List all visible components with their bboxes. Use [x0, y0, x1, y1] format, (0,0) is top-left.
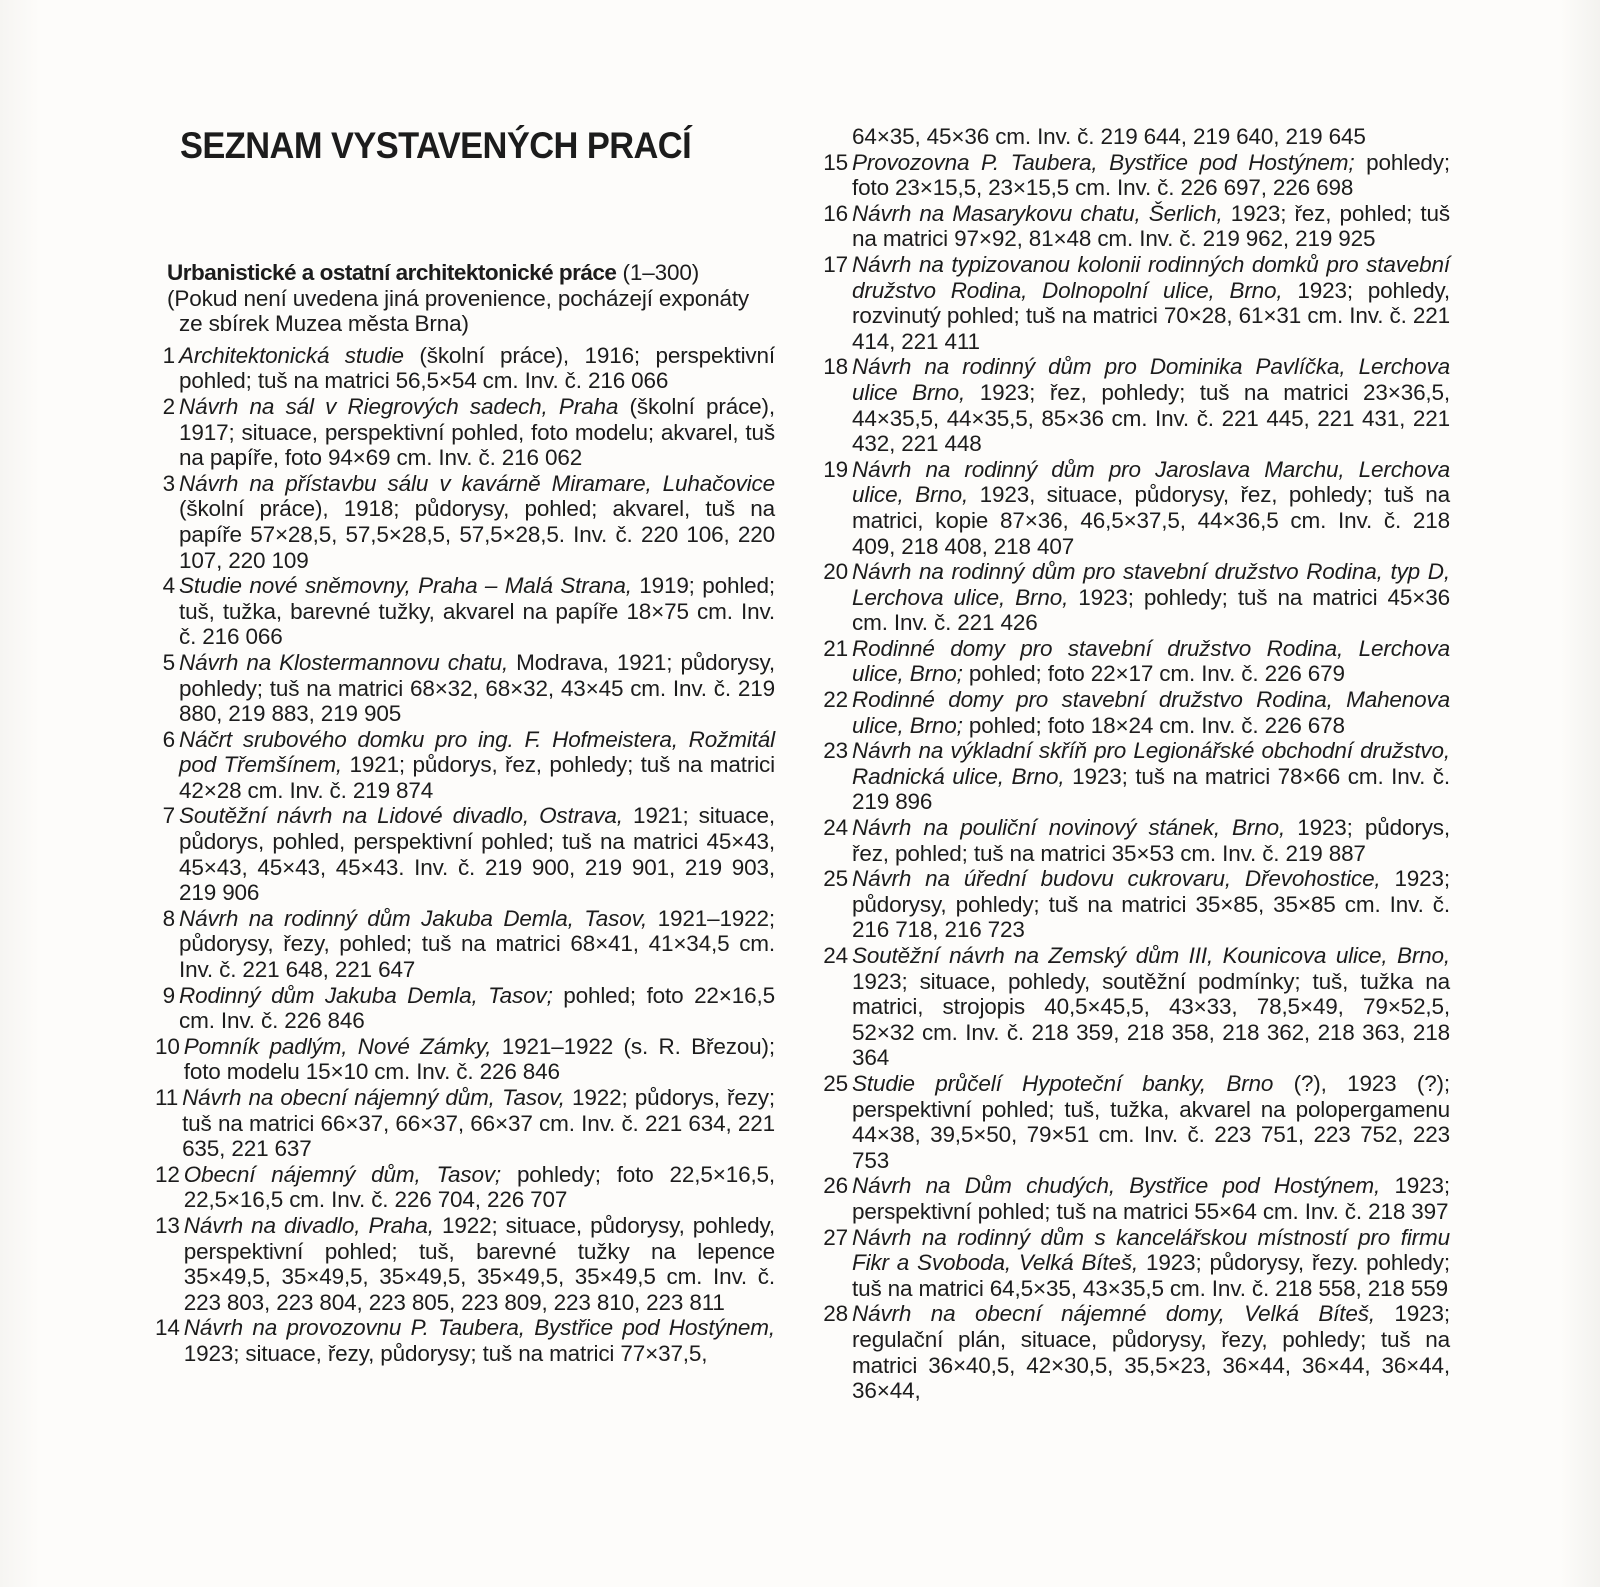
work-title: Architektonická studie — [179, 342, 404, 368]
work-title: Provozovna P. Taubera, Bystřice pod Hostýnem; — [852, 149, 1355, 175]
work-title: Pomník padlým, Nové Zámky, — [183, 1033, 492, 1059]
entry-text — [184, 1162, 775, 1213]
work-details: pohled; foto 22×16,5 cm. Inv. č. 226 846 — [179, 982, 775, 1034]
entry-number: 27 — [823, 1224, 848, 1250]
entry-number: 13 — [155, 1212, 180, 1238]
entry-number: 23 — [823, 738, 848, 764]
work-details: 1921; půdorys, řez, pohledy; tuš na matrici 42×28 cm. Inv. č. 219 874 — [179, 752, 775, 803]
entry-number: 11 — [155, 1085, 179, 1110]
entry-number: 16 — [823, 200, 848, 226]
work-title: Návrh na rodinný dům Jakuba Demla, Tasov, — [179, 905, 648, 931]
work-details: 1921–1922; půdorysy, řezy, pohled; tuš na matrici 68×41, 41×34,5 cm. Inv. č. 221 648, 221 647 — [179, 905, 776, 983]
work-title: Soutěžní návrh na Zemský dům III, Kounicova ulice, Brno, — [852, 943, 1450, 968]
entry-text — [852, 687, 1450, 738]
section-heading — [167, 260, 775, 286]
catalog-entry — [818, 1071, 1450, 1173]
catalog-entry — [155, 906, 775, 983]
work-details: 1923; půdorysy, pohledy; tuš na matrici 35×85, 35×85 cm. Inv. č. 216 718, 216 723 — [852, 866, 1450, 943]
work-details: (školní práce), 1916; perspektivní pohled; tuš na matrici 56,5×54 cm. Inv. č. 216 066 — [179, 342, 776, 394]
catalog-entry — [818, 687, 1450, 738]
work-title: Návrh na přístavbu sálu v kavárně Miramare, Luhačovice — [179, 470, 775, 496]
work-details: 1923, situace, půdorysy, řez, pohledy; tuš na matrici, kopie 87×36, 46,5×37,5, 44×36,5 cm. Inv. č. 218 409, 218 408, 218 407 — [852, 482, 1450, 559]
entry-number: 4 — [162, 573, 175, 599]
entry-text — [184, 1034, 775, 1085]
work-title: Návrh na rodinný dům pro Dominika Pavlíčka, Lerchova ulice Brno, — [852, 354, 1450, 405]
entry-text — [179, 394, 775, 471]
work-title: Studie nové sněmovny, Praha – Malá Strana, — [179, 573, 632, 599]
work-title: Návrh na rodinný dům pro stavební družstvo Rodina, typ D, Lerchova ulice, Brno, — [852, 559, 1450, 610]
catalog-entry — [155, 1213, 775, 1315]
left-entry-list — [155, 343, 775, 1367]
entry-number: 7 — [162, 803, 175, 829]
work-title: Návrh na sál v Riegrových sadech, Praha — [179, 393, 619, 419]
right-column — [818, 124, 1450, 1404]
work-details: 1923; pohledy; tuš na matrici 45×36 cm. Inv. č. 221 426 — [852, 584, 1450, 636]
entry-text — [852, 354, 1450, 456]
catalog-entry — [818, 201, 1450, 252]
entry-text — [184, 1213, 775, 1315]
catalog-entry — [818, 636, 1450, 687]
entry-number: 22 — [823, 687, 848, 713]
work-details: 1923; řez, pohled; tuš na matrici 97×92, 81×48 cm. Inv. č. 219 962, 219 925 — [852, 200, 1450, 252]
work-title: Návrh na obecní nájemné domy, Velká Bíteš, — [852, 1301, 1375, 1327]
work-details: 1922; půdorys, řezy; tuš na matrici 66×37, 66×37, 66×37 cm. Inv. č. 221 634, 221 635, 221 637 — [182, 1085, 775, 1162]
work-title: Návrh na Masarykovu chatu, Šerlich, — [852, 200, 1223, 226]
catalog-entry — [155, 1085, 775, 1162]
entry-text — [852, 943, 1450, 1071]
entry-text — [852, 201, 1450, 252]
catalog-entry — [155, 394, 775, 471]
entry-text — [852, 636, 1450, 687]
work-title: Návrh na úřední budovu cukrovaru, Dřevohostice, — [852, 866, 1381, 892]
entry-text — [182, 1085, 775, 1162]
entry-text — [179, 906, 775, 983]
section-range: (1–300) — [616, 260, 700, 285]
section-title: Urbanistické a ostatní architektonické práce — [167, 260, 617, 285]
entry-number: 10 — [155, 1033, 180, 1059]
catalog-entry — [818, 866, 1450, 943]
catalog-entry — [818, 1225, 1450, 1302]
entry-number: 6 — [162, 726, 175, 752]
work-title: Návrh na Klostermannovu chatu, — [179, 649, 509, 675]
work-title: Rodinný dům Jakuba Demla, Tasov; — [179, 982, 553, 1008]
work-title: Návrh na obecní nájemný dům, Tasov, — [182, 1085, 565, 1110]
entry-text — [179, 983, 775, 1034]
work-title: Návrh na provozovnu P. Taubera, Bystřice pod Hostýnem, — [183, 1315, 775, 1341]
entry-number: 12 — [155, 1161, 180, 1187]
entry-number: 24 — [823, 943, 848, 968]
catalog-entry — [155, 343, 775, 394]
entry-text — [179, 803, 775, 905]
entry-text — [852, 866, 1450, 943]
entry-number: 24 — [823, 815, 848, 841]
work-title: Návrh na pouliční novinový stánek, Brno, — [852, 815, 1286, 841]
work-title: Rodinné domy pro stavební družstvo Rodina, Lerchova ulice, Brno; — [852, 635, 1450, 687]
work-details: (školní práce), 1918; půdorysy, pohled; akvarel, tuš na papíře 57×28,5, 57,5×28,5, 57,5×28,5. Inv. č. 220 106, 220 107, 220 109 — [179, 496, 775, 573]
section-note: (Pokud není uvedena jiná provenience, pocházejí exponáty ze sbírek Muzea města Brna) — [167, 285, 750, 337]
entry-text — [852, 1071, 1450, 1173]
work-details: 1923; půdorysy, řezy. pohledy; tuš na matrici 64,5×35, 43×35,5 cm. Inv. č. 218 558, 218 559 — [852, 1250, 1450, 1301]
catalog-entry — [818, 559, 1450, 636]
catalog-entry — [818, 815, 1450, 866]
work-title: Rodinné domy pro stavební družstvo Rodina, Mahenova ulice, Brno; — [852, 687, 1450, 738]
catalog-entry — [818, 943, 1450, 1071]
entry-text — [852, 150, 1450, 201]
entry-text — [852, 559, 1450, 636]
entry-text — [179, 650, 775, 727]
work-details: 1923; situace, řezy, půdorysy; tuš na matrici 77×37,5, — [183, 1340, 708, 1366]
work-details: pohledy; foto 23×15,5, 23×15,5 cm. Inv. č. 226 697, 226 698 — [852, 149, 1450, 201]
catalog-entry — [155, 727, 775, 804]
work-details: 1919; pohled; tuš, tužka, barevné tužky, akvarel na papíře 18×75 cm. Inv. č. 216 066 — [179, 573, 775, 650]
work-details: 1922; situace, půdorysy, pohledy, perspektivní pohled; tuš, barevné tužky na lepence 35×49,5, 35×49,5, 35×49,5, 35×49,5, 35×49,5 cm. Inv. č. 223 803, 223 804, 223 805, 223 809, 223 810, 223 811 — [183, 1212, 775, 1315]
entry-number: 26 — [823, 1173, 848, 1199]
work-details: 1923; situace, pohledy, soutěžní podmínky; tuš, tužka na matrici, strojopis 40,5×45,5, 43×33, 78,5×49, 79×52,5, 52×32 cm. Inv. č. 218 359, 218 358, 218 362, 218 363, 218 364 — [852, 968, 1450, 1071]
work-title: Studie průčelí Hypoteční banky, Brno — [852, 1070, 1274, 1096]
entry-number: 14 — [155, 1315, 180, 1341]
entry-text — [179, 343, 775, 394]
work-title: Návrh na rodinný dům s kancelářskou místností pro firmu Fikr a Svoboda, Velká Bíteš, — [852, 1224, 1450, 1276]
entry-text — [179, 471, 775, 573]
entry-text — [179, 727, 775, 804]
entry-text — [852, 252, 1450, 354]
work-details: pohled; foto 18×24 cm. Inv. č. 226 678 — [962, 712, 1345, 738]
entry-number: 21 — [823, 635, 848, 661]
entry-continuation: 64×35, 45×36 cm. Inv. č. 219 644, 219 640, 219 645 — [852, 124, 1366, 149]
entry-text — [852, 1301, 1450, 1403]
catalog-entry — [818, 150, 1450, 201]
work-details: 1923; pohledy, rozvinutý pohled; tuš na matrici 70×28, 61×31 cm. Inv. č. 221 414, 221 411 — [852, 277, 1450, 354]
catalog-entry — [155, 1034, 775, 1085]
catalog-entry — [155, 650, 775, 727]
catalog-entry — [155, 573, 775, 650]
entry-text — [852, 1225, 1450, 1302]
entry-number: 3 — [162, 470, 175, 496]
entry-number: 1 — [162, 342, 175, 368]
catalog-entry — [155, 471, 775, 573]
entry-number: 2 — [162, 393, 175, 419]
catalog-entry — [818, 354, 1450, 456]
catalog-entry — [155, 1315, 775, 1366]
page-title: SEZNAM VYSTAVENÝCH PRACÍ — [180, 125, 692, 166]
work-details: Modrava, 1921; půdorysy, pohledy; tuš na matrici 68×32, 68×32, 43×45 cm. Inv. č. 219 880, 219 883, 219 905 — [179, 649, 775, 727]
work-details: (školní práce), 1917; situace, perspektivní pohled, foto modelu; akvarel, tuš na papíře, foto 94×69 cm. Inv. č. 216 062 — [179, 393, 775, 471]
work-details: pohledy; foto 22,5×16,5, 22,5×16,5 cm. Inv. č. 226 704, 226 707 — [183, 1161, 776, 1213]
catalog-entry — [155, 1162, 775, 1213]
entry-number: 28 — [823, 1301, 848, 1327]
work-details: (?), 1923 (?); perspektivní pohled; tuš, tužka, akvarel na polopergamenu 44×38, 39,5×50, 79×51 cm. Inv. č. 223 751, 223 752, 223 753 — [852, 1070, 1451, 1173]
work-details: 1923; řez, pohledy; tuš na matrici 23×36,5, 44×35,5, 44×35,5, 85×36 cm. Inv. č. 221 445, 221 431, 221 432, 221 448 — [852, 379, 1450, 457]
entry-number: 25 — [823, 1070, 848, 1096]
work-details: 1923; tuš na matrici 78×66 cm. Inv. č. 219 896 — [852, 763, 1450, 815]
catalog-entry — [818, 457, 1450, 559]
work-details: pohled; foto 22×17 cm. Inv. č. 226 679 — [962, 661, 1345, 687]
catalog-entry — [155, 983, 775, 1034]
entry-number: 20 — [823, 559, 848, 585]
entry-text — [852, 738, 1450, 815]
catalog-entry — [818, 1173, 1450, 1224]
entry-number: 15 — [823, 149, 848, 175]
work-details: 1921; situace, půdorys, pohled, perspektivní pohled; tuš na matrici 45×43, 45×43, 45×43, 45×43. Inv. č. 219 900, 219 901, 219 903, 219 906 — [179, 803, 775, 906]
work-title: Návrh na výkladní skříň pro Legionářské obchodní družstvo, Radnická ulice, Brno, — [852, 738, 1450, 789]
entry-number: 8 — [162, 905, 175, 931]
entry-text — [179, 573, 775, 650]
catalog-entry — [155, 803, 775, 905]
right-entry-list — [818, 150, 1450, 1404]
work-details: 1923; půdorys, řez, pohled; tuš na matrici 35×53 cm. Inv. č. 219 887 — [852, 815, 1450, 866]
work-title: Návrh na rodinný dům pro Jaroslava Marchu, Lerchova ulice, Brno, — [852, 456, 1450, 508]
work-title: Návrh na Dům chudých, Bystřice pod Hostýnem, — [852, 1173, 1381, 1199]
work-details: 1923; perspektivní pohled; tuš na matrici 55×64 cm. Inv. č. 218 397 — [852, 1173, 1450, 1224]
entry-number: 17 — [823, 251, 848, 277]
entry-number: 9 — [162, 982, 175, 1008]
entry-number: 18 — [823, 354, 848, 380]
work-details: 1923; regulační plán, situace, půdorysy, řezy, pohledy; tuš na matrici 36×40,5, 42×30,5, 35,5×23, 36×44, 36×44, 36×44, 36×44, — [852, 1301, 1450, 1404]
catalog-entry — [818, 1301, 1450, 1403]
work-title: Návrh na divadlo, Praha, — [183, 1212, 434, 1238]
catalog-entry — [818, 252, 1450, 354]
entry-text — [184, 1315, 775, 1366]
entry-number: 19 — [823, 456, 848, 482]
work-details: 1921–1922 (s. R. Březou); foto modelu 15×10 cm. Inv. č. 226 846 — [183, 1033, 775, 1085]
entry-text — [852, 457, 1450, 559]
work-title: Návrh na typizovanou kolonii rodinných domků pro stavební družstvo Rodina, Dolnopolní ulice, Brno, — [852, 251, 1450, 303]
entry-number: 25 — [823, 866, 848, 892]
work-title: Náčrt srubového domku pro ing. F. Hofmeistera, Rožmitál pod Třemšínem, — [179, 726, 775, 778]
entry-text — [852, 1173, 1450, 1224]
work-title: Soutěžní návrh na Lidové divadlo, Ostrava, — [179, 803, 623, 829]
work-title: Obecní nájemný dům, Tasov; — [183, 1161, 502, 1187]
catalog-entry — [818, 738, 1450, 815]
left-column — [155, 118, 775, 1367]
entry-number: 5 — [162, 649, 175, 675]
entry-text — [852, 815, 1450, 866]
